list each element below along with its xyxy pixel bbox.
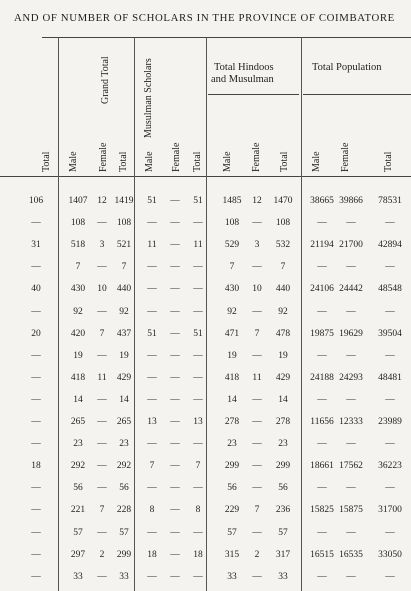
table-cell: 13 bbox=[147, 417, 157, 427]
table-cell: 33 bbox=[73, 571, 83, 582]
table-cell: 33 bbox=[227, 571, 237, 582]
table-cell: — bbox=[317, 262, 327, 273]
table-cell: — bbox=[31, 372, 41, 383]
table-cell: 19 bbox=[119, 350, 129, 361]
table-cell: 12333 bbox=[339, 417, 363, 427]
table-cell: — bbox=[147, 306, 157, 317]
table-cell: 299 bbox=[224, 461, 240, 472]
table-cell: 7 bbox=[99, 328, 105, 339]
header-grand-total: Grand Total bbox=[100, 56, 111, 104]
header-total-3: Total bbox=[279, 151, 290, 172]
table-cell: 56 bbox=[278, 483, 288, 494]
table-cell: — bbox=[147, 527, 157, 538]
table-cell: 56 bbox=[119, 483, 129, 494]
table-cell: 38665 bbox=[310, 196, 334, 206]
table-cell: — bbox=[170, 284, 180, 295]
table-cell: — bbox=[252, 527, 262, 538]
table-cell: — bbox=[170, 372, 180, 383]
table-cell: — bbox=[193, 483, 203, 494]
table-cell: 31 bbox=[31, 240, 41, 251]
table-cell: 40 bbox=[31, 284, 41, 295]
table-cell: — bbox=[346, 262, 356, 273]
table-cell: — bbox=[170, 218, 180, 229]
header-male-2: Male bbox=[144, 151, 155, 172]
table-cell: — bbox=[170, 483, 180, 494]
table-cell: 7 bbox=[254, 328, 260, 339]
table-cell: 108 bbox=[224, 218, 240, 229]
table-cell: 440 bbox=[275, 284, 291, 295]
table-cell: — bbox=[97, 306, 107, 317]
header-total-left: Total bbox=[41, 151, 52, 172]
table-cell: 8 bbox=[149, 505, 155, 516]
table-cell: 8 bbox=[195, 505, 201, 516]
table-cell: 229 bbox=[224, 505, 240, 516]
table-cell: 429 bbox=[275, 372, 291, 383]
table-cell: — bbox=[317, 306, 327, 317]
table-cell: 1407 bbox=[68, 196, 88, 206]
table-cell: 10 bbox=[252, 284, 262, 295]
table-cell: 7 bbox=[149, 461, 155, 472]
header-total-2: Total bbox=[192, 151, 203, 172]
table-cell: 48548 bbox=[378, 284, 402, 295]
table-cell: 108 bbox=[70, 218, 86, 229]
table-cell: — bbox=[193, 571, 203, 582]
table-cell: — bbox=[147, 218, 157, 229]
table-cell: 92 bbox=[227, 306, 237, 317]
header-female-4: Female bbox=[340, 142, 351, 172]
table-cell: 15825 bbox=[310, 505, 334, 516]
table-cell: — bbox=[97, 439, 107, 450]
table-cell: 1470 bbox=[273, 196, 293, 206]
table-cell: 529 bbox=[224, 240, 240, 251]
header-male-1: Male bbox=[68, 151, 79, 172]
table-cell: 18 bbox=[147, 549, 157, 560]
table-cell: 57 bbox=[119, 527, 129, 538]
header-musulman-scholars: Musulman Scholars bbox=[143, 58, 154, 138]
table-cell: — bbox=[97, 461, 107, 472]
column-divider bbox=[58, 37, 59, 591]
table-cell: 278 bbox=[275, 417, 291, 427]
table-cell: 315 bbox=[224, 549, 240, 560]
table-cell: 299 bbox=[275, 461, 291, 472]
table-cell: — bbox=[31, 549, 41, 560]
table-cell: 292 bbox=[116, 461, 132, 472]
table-cell: — bbox=[252, 461, 262, 472]
table-cell: — bbox=[252, 306, 262, 317]
table-cell: 20 bbox=[31, 328, 41, 339]
table-cell: — bbox=[170, 417, 180, 427]
table-cell: 7 bbox=[99, 505, 105, 516]
table-cell: — bbox=[31, 571, 41, 582]
table-cell: — bbox=[193, 306, 203, 317]
table-cell: — bbox=[252, 571, 262, 582]
table-cell: — bbox=[170, 262, 180, 273]
table-cell: 11 bbox=[252, 372, 262, 383]
table-cell: 14 bbox=[227, 394, 237, 405]
table-cell: 420 bbox=[70, 328, 86, 339]
table-cell: — bbox=[31, 262, 41, 273]
table-cell: — bbox=[31, 350, 41, 361]
table-cell: 292 bbox=[70, 461, 86, 472]
table-cell: — bbox=[170, 461, 180, 472]
table-cell: 12 bbox=[252, 196, 262, 206]
table-cell: — bbox=[31, 527, 41, 538]
table-cell: — bbox=[346, 439, 356, 450]
table-cell: 18661 bbox=[310, 461, 334, 472]
table-cell: 24293 bbox=[339, 372, 363, 383]
table-cell: 18 bbox=[193, 549, 203, 560]
table-cell: 57 bbox=[73, 527, 83, 538]
table-cell: 23 bbox=[278, 439, 288, 450]
table-cell: 7 bbox=[254, 505, 260, 516]
table-cell: 1485 bbox=[222, 196, 242, 206]
table-cell: — bbox=[252, 394, 262, 405]
table-cell: — bbox=[346, 350, 356, 361]
table-cell: — bbox=[97, 571, 107, 582]
table-cell: 521 bbox=[116, 240, 132, 251]
table-cell: — bbox=[252, 218, 262, 229]
table-cell: 106 bbox=[28, 196, 44, 206]
table-cell: — bbox=[317, 439, 327, 450]
table-cell: 440 bbox=[116, 284, 132, 295]
table-cell: 24442 bbox=[339, 284, 363, 295]
table-cell: — bbox=[147, 284, 157, 295]
table-cell: — bbox=[193, 218, 203, 229]
table-cell: 7 bbox=[195, 461, 201, 472]
table-cell: — bbox=[170, 394, 180, 405]
header-hindoos-musulman-line1: Total Hindoos bbox=[214, 62, 274, 73]
table-cell: 23989 bbox=[378, 417, 402, 427]
table-cell: 23 bbox=[119, 439, 129, 450]
table-cell: 236 bbox=[275, 505, 291, 516]
table-cell: 51 bbox=[147, 196, 157, 206]
table-cell: 11 bbox=[97, 372, 107, 383]
table-cell: 39866 bbox=[339, 196, 363, 206]
table-cell: — bbox=[346, 306, 356, 317]
column-divider bbox=[301, 37, 302, 591]
table-cell: — bbox=[193, 372, 203, 383]
table-cell: 36223 bbox=[378, 461, 402, 472]
table-cell: 51 bbox=[193, 328, 203, 339]
table-cell: 228 bbox=[116, 505, 132, 516]
table-cell: — bbox=[31, 218, 41, 229]
table-cell: — bbox=[170, 527, 180, 538]
header-male-3: Male bbox=[222, 151, 233, 172]
header-total-1: Total bbox=[118, 151, 129, 172]
table-cell: 14 bbox=[119, 394, 129, 405]
table-cell: 265 bbox=[116, 417, 132, 427]
table-cell: 42894 bbox=[378, 240, 402, 251]
table-cell: — bbox=[317, 218, 327, 229]
table-cell: — bbox=[385, 306, 395, 317]
table-cell: 221 bbox=[70, 505, 86, 516]
table-cell: — bbox=[97, 218, 107, 229]
table-cell: 19629 bbox=[339, 328, 363, 339]
table-cell: 1419 bbox=[114, 196, 134, 206]
table-cell: 92 bbox=[73, 306, 83, 317]
table-cell: — bbox=[170, 439, 180, 450]
table-cell: 16515 bbox=[310, 549, 334, 560]
table-cell: — bbox=[31, 483, 41, 494]
table-cell: 92 bbox=[119, 306, 129, 317]
table-cell: 429 bbox=[116, 372, 132, 383]
table-cell: 11 bbox=[193, 240, 203, 251]
table-cell: — bbox=[385, 527, 395, 538]
table-cell: — bbox=[385, 394, 395, 405]
table-cell: — bbox=[97, 350, 107, 361]
table-cell: 7 bbox=[229, 262, 235, 273]
header-female-2: Female bbox=[171, 142, 182, 172]
table-cell: 14 bbox=[278, 394, 288, 405]
table-cell: — bbox=[97, 262, 107, 273]
table-cell: — bbox=[170, 571, 180, 582]
table-cell: 13 bbox=[193, 417, 203, 427]
table-cell: 23 bbox=[73, 439, 83, 450]
table-cell: 108 bbox=[116, 218, 132, 229]
table-cell: — bbox=[147, 483, 157, 494]
table-cell: — bbox=[147, 394, 157, 405]
table-cell: — bbox=[317, 571, 327, 582]
table-cell: 518 bbox=[70, 240, 86, 251]
table-cell: — bbox=[147, 372, 157, 383]
table-cell: — bbox=[385, 483, 395, 494]
table-cell: 11 bbox=[147, 240, 157, 251]
table-cell: — bbox=[170, 549, 180, 560]
table-cell: 430 bbox=[70, 284, 86, 295]
header-total-population: Total Population bbox=[312, 62, 382, 73]
table-cell: — bbox=[97, 394, 107, 405]
table-cell: 7 bbox=[75, 262, 81, 273]
table-cell: 19 bbox=[227, 350, 237, 361]
table-cell: 12 bbox=[97, 196, 107, 206]
table-cell: — bbox=[317, 483, 327, 494]
table-cell: 21700 bbox=[339, 240, 363, 251]
table-cell: — bbox=[346, 571, 356, 582]
table-cell: 471 bbox=[224, 328, 240, 339]
table-cell: — bbox=[170, 306, 180, 317]
table-cell: — bbox=[31, 394, 41, 405]
table-cell: 78531 bbox=[378, 196, 402, 206]
table-cell: — bbox=[147, 262, 157, 273]
table-cell: — bbox=[31, 505, 41, 516]
table-cell: 56 bbox=[227, 483, 237, 494]
table-top-rule bbox=[42, 37, 411, 38]
table-cell: 297 bbox=[70, 549, 86, 560]
table-cell: — bbox=[252, 350, 262, 361]
table-cell: 19 bbox=[278, 350, 288, 361]
table-cell: — bbox=[346, 218, 356, 229]
table-cell: — bbox=[317, 394, 327, 405]
table-cell: — bbox=[346, 394, 356, 405]
table-cell: — bbox=[193, 262, 203, 273]
table-cell: — bbox=[385, 218, 395, 229]
table-cell: 278 bbox=[224, 417, 240, 427]
table-cell: 418 bbox=[70, 372, 86, 383]
table-cell: — bbox=[385, 350, 395, 361]
table-cell: 17562 bbox=[339, 461, 363, 472]
table-cell: — bbox=[252, 439, 262, 450]
table-cell: — bbox=[31, 306, 41, 317]
table-cell: 265 bbox=[70, 417, 86, 427]
table-cell: — bbox=[193, 439, 203, 450]
table-cell: — bbox=[385, 262, 395, 273]
table-cell: — bbox=[31, 439, 41, 450]
table-cell: 39504 bbox=[378, 328, 402, 339]
group-rule bbox=[303, 94, 411, 95]
table-cell: 3 bbox=[254, 240, 260, 251]
table-cell: — bbox=[193, 527, 203, 538]
page-title: AND OF NUMBER OF SCHOLARS IN THE PROVINCE OF COIMBATORE bbox=[14, 12, 395, 24]
table-cell: — bbox=[97, 483, 107, 494]
header-total-4: Total bbox=[383, 151, 394, 172]
table-cell: — bbox=[147, 439, 157, 450]
table-cell: — bbox=[385, 439, 395, 450]
header-hindoos-musulman-line2: and Musulman bbox=[211, 74, 274, 85]
table-cell: 21194 bbox=[310, 240, 334, 251]
table-cell: 3 bbox=[99, 240, 105, 251]
table-cell: 532 bbox=[275, 240, 291, 251]
header-female-1: Female bbox=[98, 142, 109, 172]
table-cell: 317 bbox=[275, 549, 291, 560]
table-cell: — bbox=[170, 328, 180, 339]
table-cell: — bbox=[252, 483, 262, 494]
table-cell: 16535 bbox=[339, 549, 363, 560]
table-cell: — bbox=[193, 394, 203, 405]
table-cell: 7 bbox=[121, 262, 127, 273]
table-cell: 11656 bbox=[310, 417, 334, 427]
table-cell: 51 bbox=[193, 196, 203, 206]
table-cell: — bbox=[147, 571, 157, 582]
table-cell: 418 bbox=[224, 372, 240, 383]
table-cell: — bbox=[170, 505, 180, 516]
table-cell: 108 bbox=[275, 218, 291, 229]
table-cell: 92 bbox=[278, 306, 288, 317]
table-cell: 24188 bbox=[310, 372, 334, 383]
table-cell: 7 bbox=[280, 262, 286, 273]
table-cell: 57 bbox=[227, 527, 237, 538]
table-cell: 24106 bbox=[310, 284, 334, 295]
table-cell: — bbox=[317, 527, 327, 538]
table-cell: 10 bbox=[97, 284, 107, 295]
table-cell: — bbox=[170, 196, 180, 206]
table-cell: 14 bbox=[73, 394, 83, 405]
table-cell: — bbox=[97, 527, 107, 538]
table-cell: 57 bbox=[278, 527, 288, 538]
table-cell: 48481 bbox=[378, 372, 402, 383]
table-cell: — bbox=[147, 350, 157, 361]
group-rule bbox=[208, 94, 299, 95]
table-cell: 19 bbox=[73, 350, 83, 361]
table-cell: 2 bbox=[254, 549, 260, 560]
table-cell: 299 bbox=[116, 549, 132, 560]
table-cell: 33 bbox=[278, 571, 288, 582]
table-cell: 19875 bbox=[310, 328, 334, 339]
table-cell: 18 bbox=[31, 461, 41, 472]
table-cell: — bbox=[193, 350, 203, 361]
table-cell: 15875 bbox=[339, 505, 363, 516]
table-cell: — bbox=[170, 350, 180, 361]
table-cell: — bbox=[385, 571, 395, 582]
table-cell: — bbox=[97, 417, 107, 427]
header-female-3: Female bbox=[251, 142, 262, 172]
table-cell: 437 bbox=[116, 328, 132, 339]
table-cell: 33 bbox=[119, 571, 129, 582]
table-cell: 56 bbox=[73, 483, 83, 494]
table-cell: — bbox=[170, 240, 180, 251]
table-cell: 23 bbox=[227, 439, 237, 450]
table-cell: — bbox=[31, 417, 41, 427]
table-cell: — bbox=[252, 262, 262, 273]
header-male-4: Male bbox=[311, 151, 322, 172]
table-cell: — bbox=[317, 350, 327, 361]
table-cell: — bbox=[193, 284, 203, 295]
table-cell: 478 bbox=[275, 328, 291, 339]
table-cell: — bbox=[346, 527, 356, 538]
table-cell: 33050 bbox=[378, 549, 402, 560]
table-cell: — bbox=[252, 417, 262, 427]
table-cell: 31700 bbox=[378, 505, 402, 516]
table-cell: 2 bbox=[99, 549, 105, 560]
table-cell: — bbox=[346, 483, 356, 494]
table-cell: 51 bbox=[147, 328, 157, 339]
table-cell: 430 bbox=[224, 284, 240, 295]
